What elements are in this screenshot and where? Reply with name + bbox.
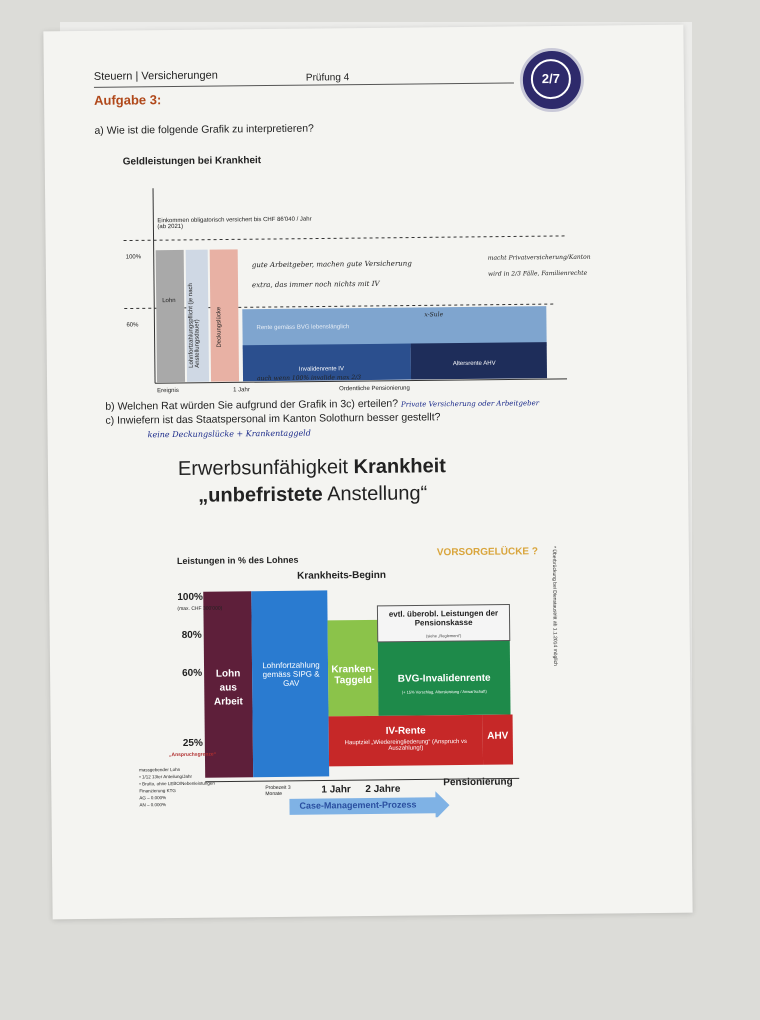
chart2-taggeld-label: Kranken-Taggeld xyxy=(331,663,375,687)
side-note xyxy=(549,546,561,746)
chart1-lohnfort-label: Lohnfortzahlungspflicht (je nach Anstellungsdauer) xyxy=(188,283,201,368)
chart2-note-3: Finanzierung KTG xyxy=(139,788,176,794)
question-a: a) Wie ist die folgende Grafik zu interpretieren? xyxy=(94,122,314,137)
chart1-rente-label: Rente gemäss BVG lebenslänglich xyxy=(256,324,350,332)
chart-erwerbsunfaehigkeit xyxy=(136,516,559,820)
chart1-y100: 100% xyxy=(125,254,142,261)
chart1-lohn-label: Lohn xyxy=(162,298,176,305)
chart1-title: Geldleistungen bei Krankheit xyxy=(122,155,262,168)
chart2-note-0: massgebender Lohn xyxy=(139,766,181,773)
chart2-x-pension: Pensionierung xyxy=(443,776,513,789)
chart2-y100-note: (max. CHF 300'000) xyxy=(177,605,223,613)
chart-geldleistungen xyxy=(115,174,597,399)
chart2-bvg-label: BVG-Invalidenrente xyxy=(397,672,491,685)
handnote-5: auch wenn 100% invalide max 2/3 xyxy=(256,374,362,383)
chart2-x-1jahr: 1 Jahr xyxy=(321,784,351,796)
chart2-note-4: AG – 0.000% xyxy=(139,795,167,801)
chart2-note-5: AN – 0.000% xyxy=(139,802,167,808)
chart2-lohnfort-label: Lohnfortzahlung gemäss SIPG & GAV xyxy=(262,660,320,688)
header-exam: Prüfung 4 xyxy=(305,72,350,84)
chart1-lohn-bar xyxy=(156,250,185,382)
question-c: c) Inwiefern ist das Staatspersonal im Kanton Solothurn besser gestellt? xyxy=(105,411,441,427)
chart2-x-2jahre: 2 Jahre xyxy=(365,783,401,796)
chart2-pk-label: evtl. überobl. Leistungen der Pensionskasse xyxy=(388,608,499,628)
question-b-text: b) Welchen Rat würden Sie aufgrund der Grafik in 3c) erteilen? xyxy=(105,397,399,413)
handnote-1: gute Arbeitgeber, machen gute Versicherung xyxy=(251,259,412,270)
chart2-lohn-label: Lohn aus Arbeit xyxy=(213,668,243,708)
slide-title-line2 xyxy=(198,482,427,507)
handnote-7: keine Deckungslücke + Krankentaggeld xyxy=(147,428,311,440)
chart2-note-1: • 1/12 13ter Anteilung/Jahr xyxy=(139,773,193,780)
chart2-beginn: Krankheits-Beginn xyxy=(297,569,387,582)
chart1-y-axis xyxy=(153,188,155,383)
header-subject: Steuern | Versicherungen xyxy=(93,69,218,83)
chart1-x-1jahr: 1 Jahr xyxy=(233,387,250,394)
side-note-text: * Überbrückung bei Dienstaustritt ab 1.1.2014 möglich xyxy=(550,546,559,666)
question-b xyxy=(105,396,539,413)
chart2-y80: 80% xyxy=(181,629,202,641)
handnote-8: x-Sule xyxy=(424,311,444,319)
chart1-ahv-label: Altersrente AHV xyxy=(452,360,496,368)
chart1-deckung-bar xyxy=(210,249,239,381)
handnote-2: extra, das immer noch nichts mit IV xyxy=(251,279,380,290)
chart1-iv-label: Invalidenrente IV xyxy=(298,366,344,373)
task-title: Aufgabe 3: xyxy=(94,92,162,108)
chart2-y60: 60% xyxy=(182,667,203,679)
chart2-iv-sub: Hauptziel „Wiedereingliederung“ (Anspruch vs Auszahlung!) xyxy=(344,738,468,752)
exam-page xyxy=(43,25,692,920)
slide-title-word1: Erwerbsunfähigkeit xyxy=(177,456,349,480)
chart2-vorsorge: VORSORGELÜCKE ? xyxy=(436,546,539,559)
chart1-x-ereignis: Ereignis xyxy=(157,387,179,395)
chart2-iv-label: IV-Rente xyxy=(385,725,426,737)
chart1-y60: 60% xyxy=(126,322,139,329)
handnote-4: wird in 2/3 Fälle, Familienrechte xyxy=(487,269,588,278)
handnote-3: macht Privatversicherung/Kanton xyxy=(487,253,591,262)
chart2-case-label: Case-Management-Prozess xyxy=(299,799,417,811)
slide-title-line1 xyxy=(178,455,446,481)
slide-title-word4: Anstellung“ xyxy=(327,482,428,506)
chart1-100-line xyxy=(124,236,566,241)
handnote-6: Private Versicherung oder Arbeitgeber xyxy=(400,399,540,409)
chart2-left-notes xyxy=(139,766,215,809)
chart2-note-2: • Brutto, ohne LEBO/Nebenleistungen xyxy=(139,780,215,787)
chart2-x-probezeit: Probezeit 3 Monate xyxy=(265,784,291,798)
slide-title-word3: „unbefristete xyxy=(198,483,323,507)
stamp-seal-text: 2/7 xyxy=(531,59,571,99)
chart2-y100: 100% xyxy=(177,591,203,604)
chart1-x-pension: Ordentliche Pensionierung xyxy=(339,385,410,393)
chart2-ahv-label: AHV xyxy=(487,730,509,742)
header-rule xyxy=(94,82,514,87)
chart2-pk-note: (siehe „Reglement“) xyxy=(426,633,462,639)
chart2-ylabel: Leistungen in % des Lohnes xyxy=(176,554,299,567)
chart2-y25-note: „Anspruchsgrenze“ xyxy=(168,751,217,759)
slide-title-word2: Krankheit xyxy=(353,455,446,479)
chart1-deckung-label: Deckungslücke xyxy=(216,306,223,348)
chart2-y25: 25% xyxy=(182,737,203,749)
chart2-bvg-note: (+ 15% Vorschlag, Altersleistung / Anwartschaft) xyxy=(401,688,487,695)
stamp-seal xyxy=(520,48,585,113)
chart1-y-note: Einkommen obligatorisch versichert bis CHF 86'040 / Jahr (ab 2021) xyxy=(157,216,312,231)
